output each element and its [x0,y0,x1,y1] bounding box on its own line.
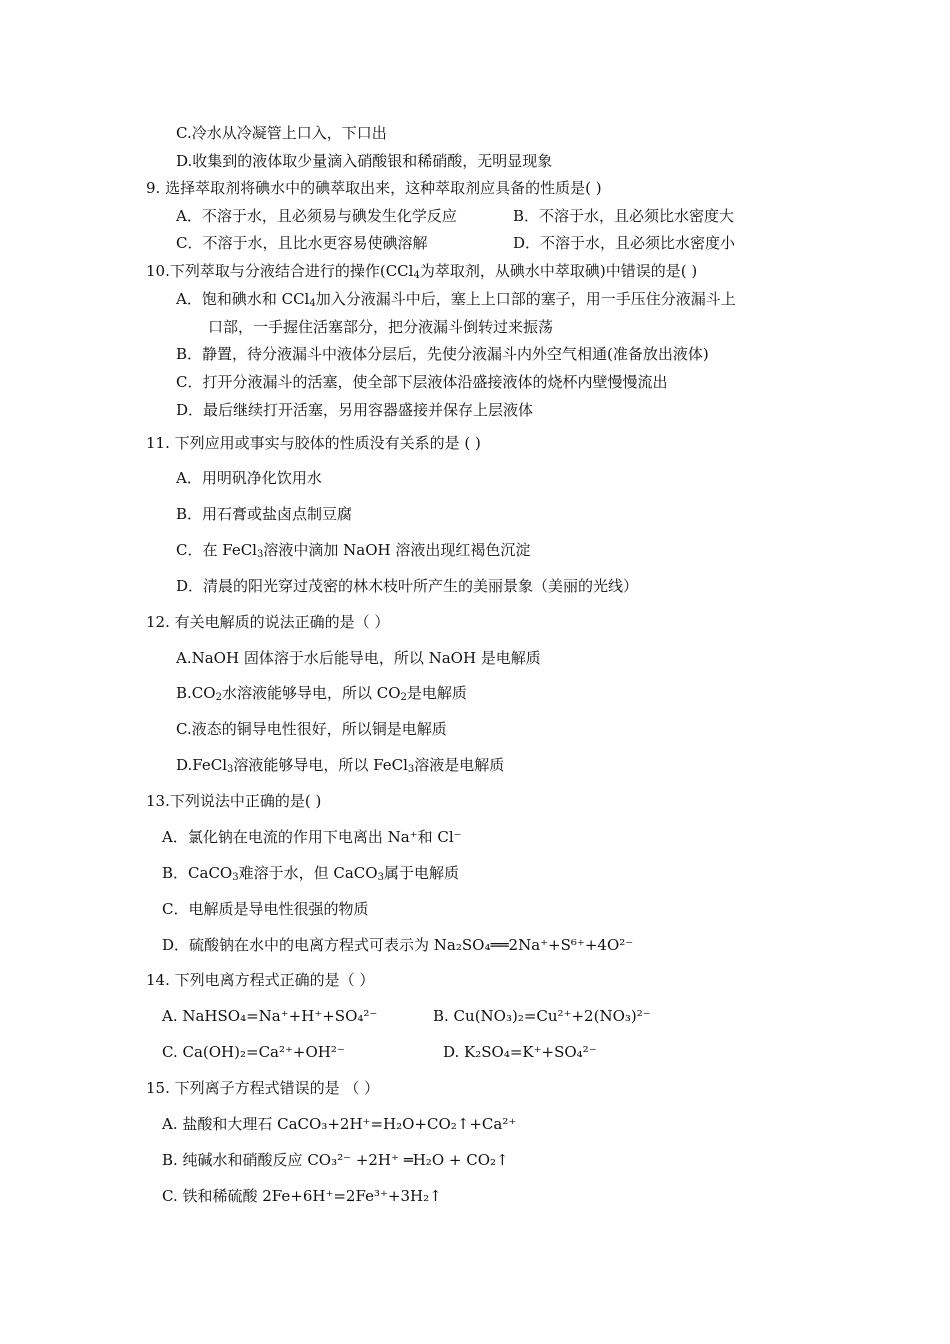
subscript: 4 [413,270,420,281]
q10-option-a-continued: 口部，一手握住活塞部分，把分液漏斗倒转过来振荡 [208,318,554,336]
q11-option-b: B．用石膏或盐卤点制豆腐 [176,505,353,523]
q12-option-b-text: 是电解质 [406,684,467,702]
q10-option-a-text: 加入分液漏斗中后，塞上上口部的塞子，用一手压住分液漏斗上 [315,290,736,308]
q9-stem: 9. 选择萃取剂将碘水中的碘萃取出来，这种萃取剂应具备的性质是( ) [146,179,602,197]
subscript: 2 [215,692,222,703]
q8-option-d: D.收集到的液体取少量滴入硝酸银和稀硝酸，无明显现象 [176,152,553,170]
q12-option-c: C.液态的铜导电性很好，所以铜是电解质 [176,720,447,738]
q15-option-c: C. 铁和稀硫酸 2Fe+6H⁺=2Fe³⁺+3H₂↑ [162,1187,442,1205]
q15-option-a: A. 盐酸和大理石 CaCO₃+2H⁺=H₂O+CO₂↑+Ca²⁺ [162,1115,517,1133]
q12-option-b [176,683,467,703]
subscript: 2 [400,692,407,703]
q9-option-c: C．不溶于水，且比水更容易使碘溶解 [176,234,428,252]
q12-option-d-text: 溶液是电解质 [414,756,505,774]
q11-option-c-text: C．在 FeCl [176,541,257,559]
subscript: 4 [309,298,316,309]
q8-option-c: C.冷水从冷凝管上口入，下口出 [176,124,387,142]
q11-stem: 11. 下列应用或事实与胶体的性质没有关系的是 ( ) [146,434,481,452]
q13-option-b-text: B．CaCO [162,864,233,882]
q13-option-c: C．电解质是导电性很强的物质 [162,900,369,918]
q10-option-a-text: A．饱和碘水和 CCl [176,290,310,308]
q12-option-b-text: 水溶液能够导电，所以 CO [221,684,401,702]
q12-option-a: A.NaOH 固体溶于水后能导电，所以 NaOH 是电解质 [176,649,541,667]
q15-stem: 15. 下列离子方程式错误的是 （ ） [146,1079,380,1097]
q10-stem-text: 为萃取剂，从碘水中萃取碘)中错误的是( ) [419,262,698,280]
q12-option-d-text: D.FeCl [176,756,227,774]
q11-option-c-text: 溶液中滴加 NaOH 溶液出现红褐色沉淀 [263,541,531,559]
q10-stem-text: 10.下列萃取与分液结合进行的操作(CCl [146,262,414,280]
q13-option-d: D．硫酸钠在水中的电离方程式可表示为 Na₂SO₄══2Na⁺+S⁶⁺+4O²⁻ [162,936,634,954]
q10-option-c: C．打开分液漏斗的活塞，使全部下层液体沿盛接液体的烧杯内壁慢慢流出 [176,373,668,391]
q14-option-d: D. K₂SO₄=K⁺+SO₄²⁻ [443,1043,597,1061]
subscript: 3 [407,764,415,775]
q11-option-c [176,540,530,560]
q14-option-b: B. Cu(NO₃)₂=Cu²⁺+2(NO₃)²⁻ [433,1007,651,1025]
q15-option-b: B. 纯碱水和硝酸反应 CO₃²⁻ +2H⁺ ═H₂O + CO₂↑ [162,1151,509,1169]
q12-option-b-text: B.CO [176,684,216,702]
q9-option-d: D．不溶于水，且必须比水密度小 [513,234,736,252]
q10-option-a [176,289,736,309]
q9-option-b: B．不溶于水，且必须比水密度大 [513,207,735,225]
q11-option-d: D．清晨的阳光穿过茂密的林木枝叶所产生的美丽景象（美丽的光线） [176,577,639,595]
q12-option-d-text: 溶液能够导电，所以 FeCl [233,756,408,774]
q10-stem [146,261,697,281]
q13-option-b-text: 属于电解质 [383,864,459,882]
q14-option-c: C. Ca(OH)₂=Ca²⁺+OH²⁻ [162,1043,345,1061]
subscript: 3 [377,872,384,883]
subscript: 3 [227,764,234,775]
q10-option-d: D．最后继续打开活塞，另用容器盛接并保存上层液体 [176,401,534,419]
q9-option-a: A．不溶于水，且必须易与碘发生化学反应 [176,207,457,225]
q10-option-b: B．静置，待分液漏斗中液体分层后，先使分液漏斗内外空气相通(准备放出液体) [176,345,709,363]
q11-option-a: A．用明矾净化饮用水 [176,469,322,487]
q12-stem: 12. 有关电解质的说法正确的是（ ） [146,613,390,631]
q12-option-d [176,755,504,775]
q13-stem: 13.下列说法中正确的是( ) [146,792,322,810]
subscript: 3 [232,872,239,883]
q13-option-b [162,863,459,883]
q14-stem: 14. 下列电离方程式正确的是（ ） [146,971,375,989]
q13-option-b-text: 难溶于水，但 CaCO [238,864,378,882]
q14-option-a: A. NaHSO₄=Na⁺+H⁺+SO₄²⁻ [162,1007,378,1025]
subscript: 3 [256,549,264,560]
q13-option-a: A．氯化钠在电流的作用下电离出 Na⁺和 Cl⁻ [162,828,462,846]
